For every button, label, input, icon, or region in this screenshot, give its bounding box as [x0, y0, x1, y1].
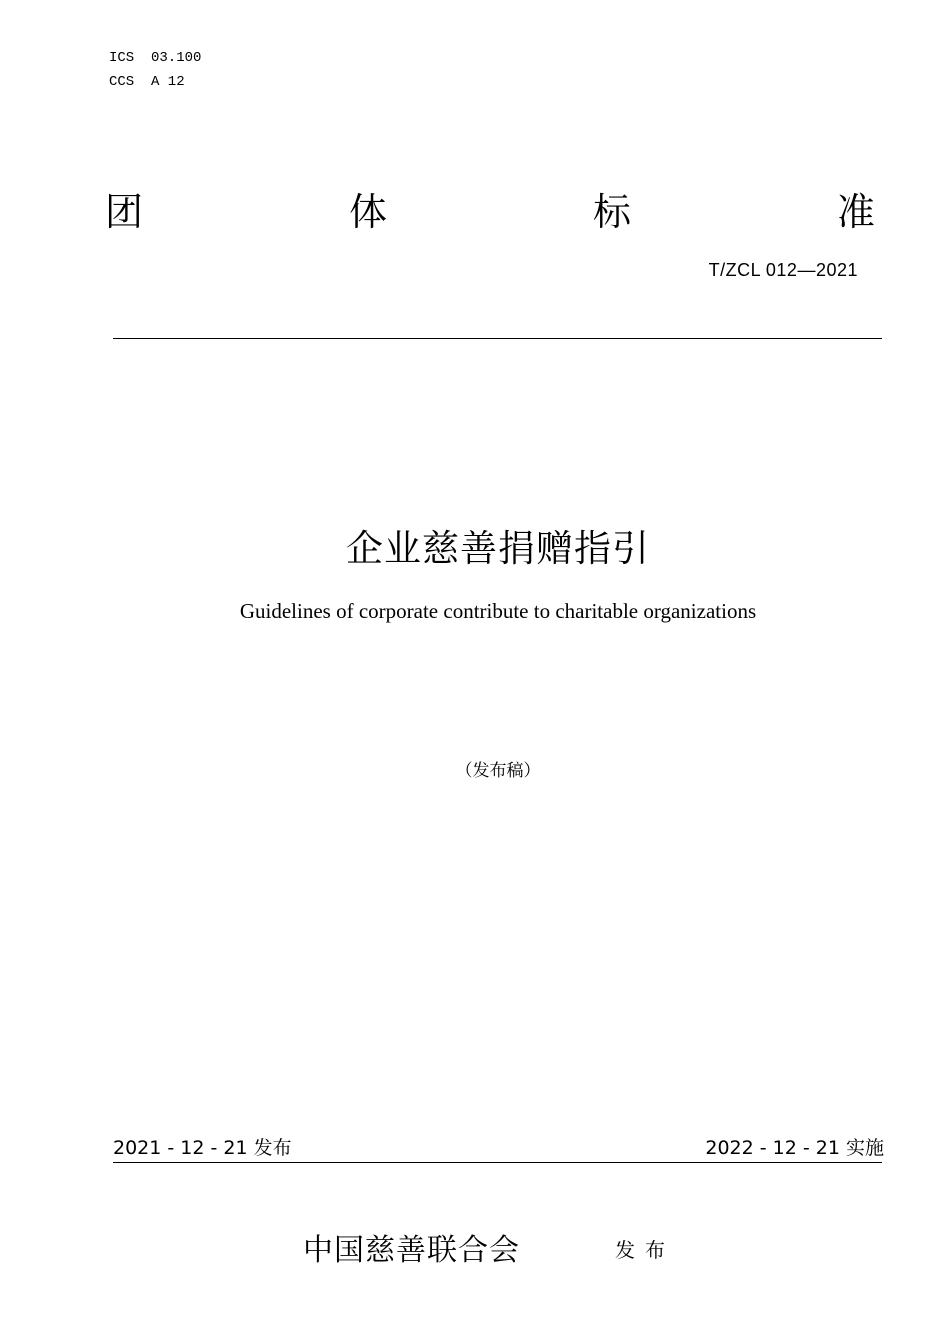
- standard-type-char: 体: [348, 189, 387, 234]
- issuer-name: 中国慈善联合会: [303, 1233, 520, 1268]
- standard-type-char: 准: [836, 189, 875, 234]
- implement-date: 2022 - 12 - 21 实施: [705, 1137, 884, 1159]
- header-divider: [113, 338, 882, 339]
- document-title-zh: 企业慈善捐赠指引: [346, 527, 650, 570]
- issuer-action: 发布: [615, 1238, 675, 1262]
- standard-type-heading: [105, 183, 875, 233]
- document-title-en: Guidelines of corporate contribute to charitable organizations: [239, 599, 757, 623]
- standard-type-char: 标: [592, 189, 631, 234]
- classification-codes: [109, 46, 201, 94]
- standard-type-char: 团: [105, 189, 144, 234]
- ccs-code: CCS A 12: [109, 74, 185, 90]
- footer-divider: [113, 1162, 882, 1163]
- ics-code: ICS 03.100: [109, 50, 202, 66]
- draft-stage: （发布稿）: [455, 761, 541, 781]
- publish-date: 2021 - 12 - 21 发布: [113, 1137, 292, 1159]
- standard-number: T/ZCL 012—2021: [708, 260, 858, 280]
